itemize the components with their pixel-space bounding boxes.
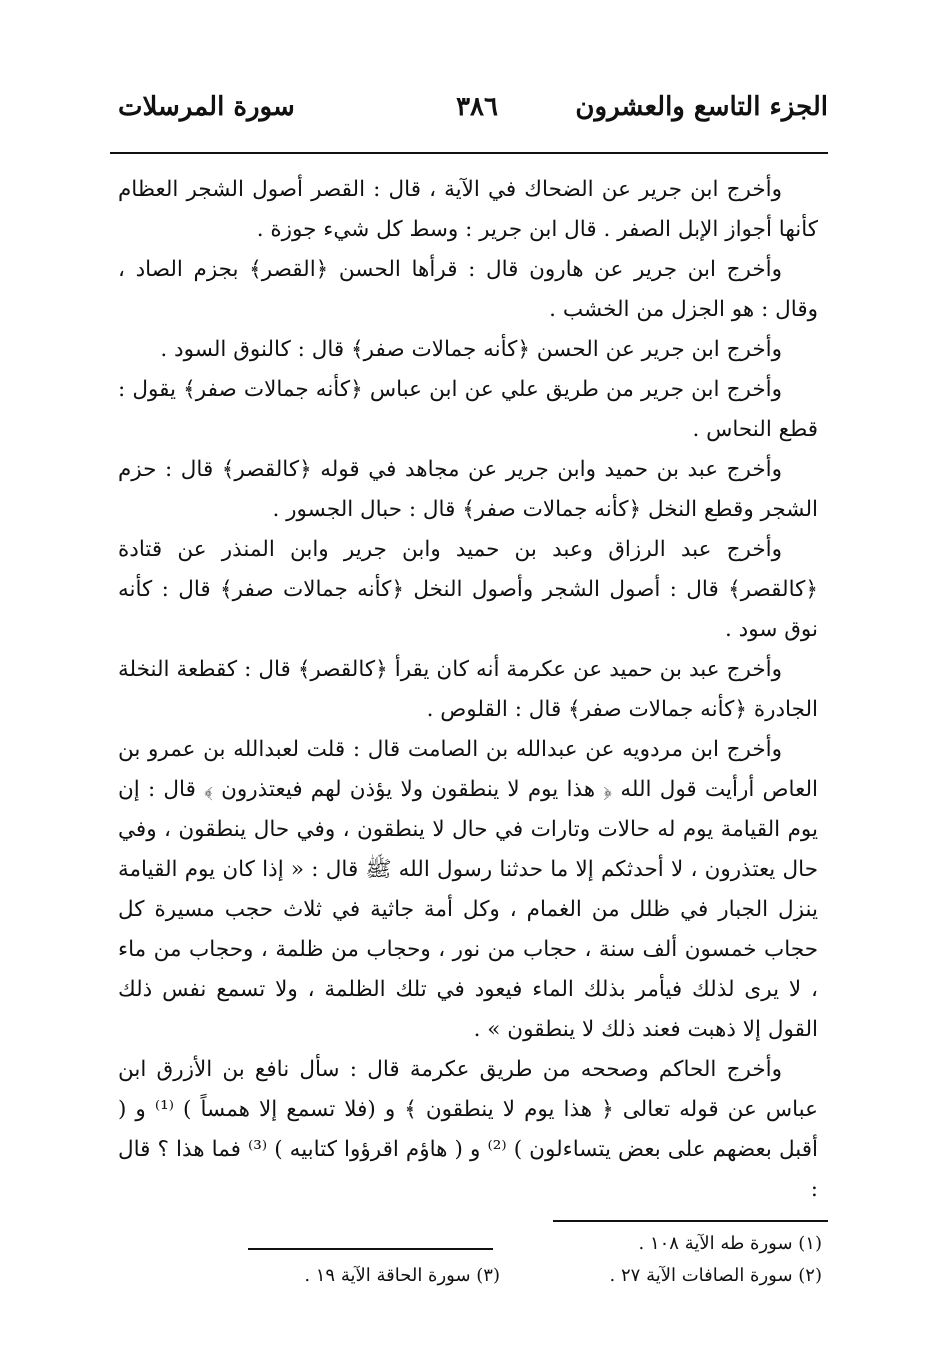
paragraph: وأخرج عبد بن حميد عن عكرمة أنه كان يقرأ ﴿كالقصر﴾ قال : كقطعة النخلة الجادرة ﴿كأنه جمالات صفر﴾ قال : القلوص .	[118, 657, 818, 722]
running-head-part: الجزء التاسع والعشرون	[575, 92, 828, 122]
paragraph: وأخرج ابن جرير عن هارون قال : قرأها الحسن ﴿القصر﴾ بجزم الصاد ، وقال : هو الجزل من الخشب .	[118, 257, 818, 322]
paragraph: وأخرج ابن جرير من طريق علي عن ابن عباس ﴿كأنه جمالات صفر﴾ يقول : قطع النحاس .	[118, 377, 818, 442]
main-text	[118, 170, 818, 1210]
footnote-3: (٣) سورة الحاقة الآية ١٩ .	[304, 1265, 500, 1286]
paragraph: وأخرج الحاكم وصححه من طريق عكرمة قال : سأل نافع بن الأزرق ابن عباس عن قوله تعالى ﴿ هذا يوم لا ينطقون ﴾ و (فلا تسمع إلا همساً ) ⁽¹⁾ و ( أقبل بعضهم على بعض يتساءلون ) ⁽²⁾ و ( هاؤم اقرؤوا كتابيه ) ⁽³⁾ فما هذا ؟ قال :	[118, 1057, 818, 1202]
paragraph: وأخرج ابن مردويه عن عبدالله بن الصامت قال : قلت لعبدالله بن عمرو بن العاص أرأيت قول الله ﴿ هذا يوم لا ينطقون ولا يؤذن لهم فيعتذرون ﴾ قال : إن يوم القيامة يوم له حالات وتارات في حال لا ينطقون ، وفي حال ينطقون ، وفي حال يعتذرون ، لا أحدثكم إلا ما حدثنا رسول الله ﷺ قال : « إذا كان يوم القيامة ينزل الجبار في ظلل من الغمام ، وكل أمة جاثية في ثلاث حجب مسيرة كل حجاب خمسون ألف سنة ، حجاب من نور ، وحجاب من ظلمة ، وحجاب من ماء ، لا يرى لذلك فيأمر بذلك الماء فيعود في تلك الظلمة ، ولا تسمع نفس ذلك القول إلا ذهبت فعند ذلك لا ينطقون » .	[118, 737, 818, 1042]
page-header	[110, 92, 828, 142]
footnote-divider	[553, 1220, 828, 1222]
paragraph: وأخرج عبد الرزاق وعبد بن حميد وابن جرير وابن المنذر عن قتادة ﴿كالقصر﴾ قال : أصول الشجر وأصول النخل ﴿كأنه جمالات صفر﴾ قال : كأنه نوق سود .	[118, 537, 818, 642]
running-head-surah: سورة المرسلات	[118, 92, 295, 122]
paragraph: وأخرج ابن جرير عن الحسن ﴿كأنه جمالات صفر﴾ قال : كالنوق السود .	[160, 337, 782, 362]
footnote-1: (١) سورة طه الآية ١٠٨ .	[638, 1233, 822, 1254]
header-divider	[110, 152, 828, 154]
footnote-divider-secondary	[248, 1248, 493, 1250]
footnote-2: (٢) سورة الصافات الآية ٢٧ .	[609, 1265, 822, 1286]
paragraph: وأخرج عبد بن حميد وابن جرير عن مجاهد في قوله ﴿كالقصر﴾ قال : حزم الشجر وقطع النخل ﴿كأنه جمالات صفر﴾ قال : حبال الجسور .	[118, 457, 818, 522]
page-number: ٣٨٦	[456, 92, 498, 122]
paragraph: وأخرج ابن جرير عن الضحاك في الآية ، قال : القصر أصول الشجر العظام كأنها أجواز الإبل الصفر . قال ابن جرير : وسط كل شيء جوزة .	[118, 177, 818, 242]
